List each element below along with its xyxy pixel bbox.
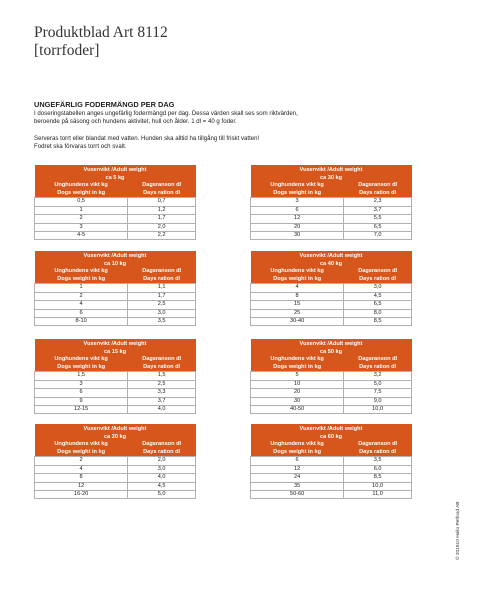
table-row bbox=[35, 215, 196, 223]
table-subtitle: ca 30 kg bbox=[251, 175, 412, 183]
column-header-weight-en: Dogs weight in kg bbox=[35, 449, 128, 457]
ration-cell: 9,0 bbox=[344, 397, 412, 405]
ration-cell: 1,5 bbox=[128, 372, 196, 380]
table-row bbox=[35, 309, 196, 317]
column-header-weight: Unghundens vikt kg bbox=[35, 441, 128, 449]
table-row bbox=[251, 284, 412, 292]
table-subtitle: ca 15 kg bbox=[35, 349, 196, 357]
table-subtitle: ca 5 kg bbox=[35, 175, 196, 183]
column-header-weight-en: Dogs weight in kg bbox=[35, 364, 128, 372]
weight-cell: 4 bbox=[35, 465, 128, 473]
ration-cell: 1,7 bbox=[128, 215, 196, 223]
weight-cell: 6 bbox=[35, 309, 128, 317]
ration-cell: 4,5 bbox=[344, 292, 412, 300]
weight-cell: 3 bbox=[35, 380, 128, 388]
column-header-ration-en: Days ration dl bbox=[128, 276, 196, 284]
table-row bbox=[35, 198, 196, 206]
feeding-table bbox=[250, 251, 412, 326]
table-row bbox=[35, 372, 196, 380]
title-line-1: Produktblad Art 8112 bbox=[34, 24, 168, 41]
page-title bbox=[34, 24, 168, 60]
ration-cell: 11,0 bbox=[344, 490, 412, 498]
weight-cell: 4 bbox=[251, 284, 344, 292]
table-row bbox=[251, 457, 412, 465]
ration-cell: 2,0 bbox=[128, 223, 196, 231]
weight-cell: 1 bbox=[35, 206, 128, 214]
column-header-ration: Dagsranson dl bbox=[128, 268, 196, 276]
feeding-table bbox=[34, 251, 196, 326]
table-title: Vuxenvikt /Adult weight bbox=[251, 165, 412, 175]
ration-cell: 3,0 bbox=[344, 284, 412, 292]
weight-cell: 8-10 bbox=[35, 317, 128, 325]
ration-cell: 2,0 bbox=[128, 457, 196, 465]
weight-cell: 40-50 bbox=[251, 405, 344, 413]
weight-cell: 2 bbox=[35, 215, 128, 223]
weight-cell: 8 bbox=[251, 292, 344, 300]
weight-cell: 1,5 bbox=[35, 372, 128, 380]
ration-cell: 1,1 bbox=[128, 284, 196, 292]
weight-cell: 20 bbox=[251, 223, 344, 231]
table-subtitle: ca 10 kg bbox=[35, 261, 196, 269]
table-row bbox=[35, 284, 196, 292]
column-header-weight-en: Dogs weight in kg bbox=[251, 190, 344, 198]
column-header-weight: Unghundens vikt kg bbox=[251, 268, 344, 276]
table-row bbox=[35, 223, 196, 231]
ration-cell: 3,7 bbox=[128, 397, 196, 405]
table-title: Vuxenvikt /Adult weight bbox=[35, 424, 196, 434]
table-row bbox=[251, 380, 412, 388]
weight-cell: 12 bbox=[35, 482, 128, 490]
column-header-ration-en: Days ration dl bbox=[344, 364, 412, 372]
table-title: Vuxenvikt /Adult weight bbox=[35, 339, 196, 349]
weight-cell: 4-5 bbox=[35, 231, 128, 239]
ration-cell: 4,5 bbox=[128, 482, 196, 490]
weight-cell: 1 bbox=[35, 284, 128, 292]
weight-cell: 6 bbox=[251, 457, 344, 465]
weight-cell: 50-60 bbox=[251, 490, 344, 498]
table-row bbox=[251, 490, 412, 498]
weight-cell: 24 bbox=[251, 474, 344, 482]
feeding-table bbox=[250, 424, 412, 499]
weight-cell: 20 bbox=[251, 389, 344, 397]
weight-cell: 8 bbox=[35, 474, 128, 482]
ration-cell: 4,0 bbox=[128, 405, 196, 413]
table-row bbox=[251, 397, 412, 405]
table-row bbox=[251, 465, 412, 473]
weight-cell: 9 bbox=[35, 397, 128, 405]
table-row bbox=[251, 309, 412, 317]
weight-cell: 6 bbox=[35, 389, 128, 397]
ration-cell: 8,5 bbox=[344, 474, 412, 482]
column-header-ration-en: Days ration dl bbox=[344, 190, 412, 198]
table-row bbox=[35, 206, 196, 214]
column-header-weight-en: Dogs weight in kg bbox=[35, 276, 128, 284]
table-row bbox=[251, 206, 412, 214]
table-subtitle: ca 50 kg bbox=[251, 349, 412, 357]
ration-cell: 5,5 bbox=[344, 215, 412, 223]
table-row bbox=[251, 198, 412, 206]
weight-cell: 10 bbox=[251, 380, 344, 388]
table-title: Vuxenvikt /Adult weight bbox=[35, 165, 196, 175]
feeding-table bbox=[34, 424, 196, 499]
ration-cell: 6,0 bbox=[344, 465, 412, 473]
ration-cell: 3,7 bbox=[344, 206, 412, 214]
weight-cell: 6 bbox=[251, 206, 344, 214]
table-row bbox=[251, 405, 412, 413]
table-row bbox=[35, 482, 196, 490]
column-header-weight-en: Dogs weight in kg bbox=[251, 364, 344, 372]
table-row bbox=[251, 292, 412, 300]
serving-note-line-1: Serveras torrt eller blandat med vatten. Hunden ska alltid ha tillgång till friskt vatten! bbox=[34, 135, 260, 142]
table-row bbox=[251, 223, 412, 231]
copyright-notice: © 201910 Hallo Petfood AB bbox=[456, 501, 461, 560]
weight-cell: 12 bbox=[251, 465, 344, 473]
intro-paragraph-line-1: I doseringstabellen anges ungefärlig fodermängd per dag. Dessa värden skall ses som riktvärden, bbox=[34, 110, 298, 117]
intro-paragraph-line-2: beroende på säsong och hundens aktivitet, hull och ålder. 1 dl = 40 g foder. bbox=[34, 118, 237, 125]
ration-cell: 7,5 bbox=[344, 389, 412, 397]
weight-cell: 4 bbox=[35, 301, 128, 309]
ration-cell: 8,0 bbox=[344, 309, 412, 317]
ration-cell: 3,5 bbox=[344, 457, 412, 465]
table-title: Vuxenvikt /Adult weight bbox=[251, 251, 412, 261]
column-header-ration: Dagsranson dl bbox=[344, 441, 412, 449]
weight-cell: 5 bbox=[251, 372, 344, 380]
table-row bbox=[35, 474, 196, 482]
table-row bbox=[35, 301, 196, 309]
table-title: Vuxenvikt /Adult weight bbox=[35, 251, 196, 261]
ration-cell: 5,0 bbox=[128, 490, 196, 498]
ration-cell: 2,5 bbox=[128, 380, 196, 388]
table-row bbox=[251, 317, 412, 325]
column-header-ration: Dagsranson dl bbox=[344, 268, 412, 276]
table-row bbox=[35, 405, 196, 413]
column-header-ration-en: Days ration dl bbox=[344, 449, 412, 457]
column-header-ration-en: Days ration dl bbox=[128, 449, 196, 457]
table-subtitle: ca 40 kg bbox=[251, 261, 412, 269]
ration-cell: 3,5 bbox=[128, 317, 196, 325]
column-header-weight-en: Dogs weight in kg bbox=[251, 276, 344, 284]
column-header-weight-en: Dogs weight in kg bbox=[35, 190, 128, 198]
column-header-ration: Dagsranson dl bbox=[128, 182, 196, 190]
table-row bbox=[35, 380, 196, 388]
weight-cell: 12 bbox=[251, 215, 344, 223]
ration-cell: 2,2 bbox=[128, 231, 196, 239]
table-title: Vuxenvikt /Adult weight bbox=[251, 339, 412, 349]
ration-cell: 3,0 bbox=[128, 309, 196, 317]
column-header-weight-en: Dogs weight in kg bbox=[251, 449, 344, 457]
feeding-table bbox=[34, 339, 196, 414]
column-header-weight: Unghundens vikt kg bbox=[251, 356, 344, 364]
table-subtitle: ca 60 kg bbox=[251, 434, 412, 442]
ration-cell: 1,7 bbox=[128, 292, 196, 300]
table-row bbox=[35, 317, 196, 325]
section-heading: UNGEFÄRLIG FODERMÄNGD PER DAG bbox=[34, 100, 175, 109]
weight-cell: 0,5 bbox=[35, 198, 128, 206]
weight-cell: 30 bbox=[251, 231, 344, 239]
column-header-weight: Unghundens vikt kg bbox=[35, 268, 128, 276]
column-header-ration: Dagsranson dl bbox=[344, 182, 412, 190]
table-row bbox=[35, 465, 196, 473]
column-header-ration: Dagsranson dl bbox=[344, 356, 412, 364]
weight-cell: 35 bbox=[251, 482, 344, 490]
table-row bbox=[35, 457, 196, 465]
ration-cell: 8,5 bbox=[344, 317, 412, 325]
title-line-2: [torrfoder] bbox=[34, 42, 100, 59]
table-row bbox=[251, 482, 412, 490]
column-header-weight: Unghundens vikt kg bbox=[251, 182, 344, 190]
table-row bbox=[35, 490, 196, 498]
table-title: Vuxenvikt /Adult weight bbox=[251, 424, 412, 434]
ration-cell: 2,5 bbox=[128, 301, 196, 309]
table-subtitle: ca 20 kg bbox=[35, 434, 196, 442]
table-row bbox=[251, 389, 412, 397]
weight-cell: 2 bbox=[35, 292, 128, 300]
table-row bbox=[251, 474, 412, 482]
ration-cell: 10,0 bbox=[344, 405, 412, 413]
table-row bbox=[35, 292, 196, 300]
weight-cell: 3 bbox=[251, 198, 344, 206]
table-row bbox=[35, 397, 196, 405]
column-header-weight: Unghundens vikt kg bbox=[35, 356, 128, 364]
weight-cell: 25 bbox=[251, 309, 344, 317]
column-header-ration-en: Days ration dl bbox=[344, 276, 412, 284]
feeding-table bbox=[250, 165, 412, 240]
ration-cell: 0,7 bbox=[128, 198, 196, 206]
table-row bbox=[251, 231, 412, 239]
column-header-ration: Dagsranson dl bbox=[128, 441, 196, 449]
ration-cell: 2,3 bbox=[344, 198, 412, 206]
table-row bbox=[251, 215, 412, 223]
weight-cell: 3 bbox=[35, 223, 128, 231]
column-header-weight: Unghundens vikt kg bbox=[251, 441, 344, 449]
serving-note-line-2: Fodret ska förvaras torrt och svalt. bbox=[34, 143, 127, 150]
weight-cell: 15 bbox=[251, 301, 344, 309]
column-header-ration-en: Days ration dl bbox=[128, 364, 196, 372]
ration-cell: 3,3 bbox=[128, 389, 196, 397]
table-row bbox=[35, 231, 196, 239]
table-row bbox=[35, 389, 196, 397]
weight-cell: 30 bbox=[251, 397, 344, 405]
ration-cell: 6,5 bbox=[344, 301, 412, 309]
ration-cell: 1,2 bbox=[128, 206, 196, 214]
table-row bbox=[251, 301, 412, 309]
weight-cell: 2 bbox=[35, 457, 128, 465]
ration-cell: 5,0 bbox=[344, 380, 412, 388]
ration-cell: 4,0 bbox=[128, 474, 196, 482]
feeding-table bbox=[250, 339, 412, 414]
column-header-weight: Unghundens vikt kg bbox=[35, 182, 128, 190]
weight-cell: 12-15 bbox=[35, 405, 128, 413]
ration-cell: 7,0 bbox=[344, 231, 412, 239]
feeding-table bbox=[34, 165, 196, 240]
table-row bbox=[251, 372, 412, 380]
column-header-ration: Dagsranson dl bbox=[128, 356, 196, 364]
weight-cell: 16-20 bbox=[35, 490, 128, 498]
ration-cell: 6,5 bbox=[344, 223, 412, 231]
ration-cell: 3,2 bbox=[344, 372, 412, 380]
ration-cell: 3,0 bbox=[128, 465, 196, 473]
column-header-ration-en: Days ration dl bbox=[128, 190, 196, 198]
ration-cell: 10,0 bbox=[344, 482, 412, 490]
weight-cell: 30-40 bbox=[251, 317, 344, 325]
